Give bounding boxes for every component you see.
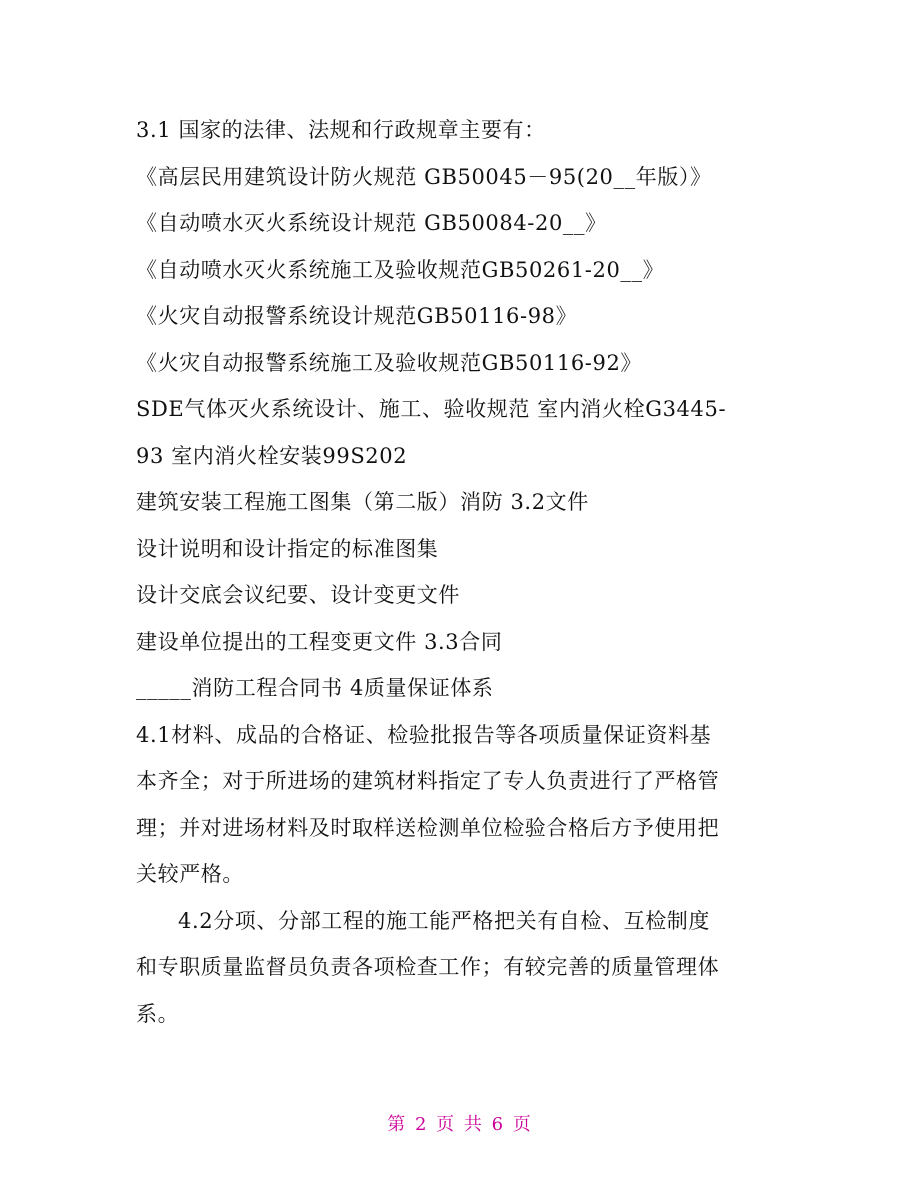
text-line: 3.1 国家的法律、法规和行政规章主要有： <box>136 118 546 142</box>
text-line: SDE气体灭火系统设计、施工、验收规范 室内消火栓G3445- <box>136 397 727 421</box>
text-line: 本齐全；对于所进场的建筑材料指定了专人负责进行了严格管 <box>136 769 720 793</box>
text-line: 建设单位提出的工程变更文件 3.3合同 <box>136 629 503 654</box>
page-number-footer: 第 2 页 共 6 页 <box>387 1114 533 1135</box>
text-line: 和专职质量监督员负责各项检查工作；有较完善的质量管理体 <box>136 955 720 979</box>
text-line: 《自动喷水灭火系统施工及验收规范GB50261-20__》 <box>136 257 665 282</box>
text-line-indented: 4.2分项、分部工程的施工能严格把关有自检、互检制度 <box>178 908 710 933</box>
text-line: 建筑安装工程施工图集（第二版）消防 3.2文件 <box>136 490 589 514</box>
text-line: 《火灾自动报警系统设计规范GB50116-98》 <box>136 304 578 328</box>
text-line: 系。 <box>136 1001 180 1026</box>
text-line: 《高层民用建筑设计防火规范 GB50045－95(20__年版）》 <box>136 164 712 189</box>
text-line: _____消防工程合同书 4质量保证体系 <box>136 676 494 700</box>
text-line: 《自动喷水灭火系统设计规范 GB50084-20__》 <box>136 211 607 235</box>
text-line: 4.1材料、成品的合格证、检验批报告等各项质量保证资料基 <box>136 722 712 747</box>
text-line: 理；并对进场材料及时取样送检测单位检验合格后方予使用把 <box>136 815 720 840</box>
text-line: 设计说明和设计指定的标准图集 <box>136 536 439 561</box>
document-body <box>136 107 796 1037</box>
text-line: 93 室内消火栓安装99S202 <box>136 443 408 468</box>
text-line: 关较严格。 <box>136 862 244 886</box>
text-line: 《火灾自动报警系统施工及验收规范GB50116-92》 <box>136 350 643 375</box>
text-line: 设计交底会议纪要、设计变更文件 <box>136 583 460 607</box>
